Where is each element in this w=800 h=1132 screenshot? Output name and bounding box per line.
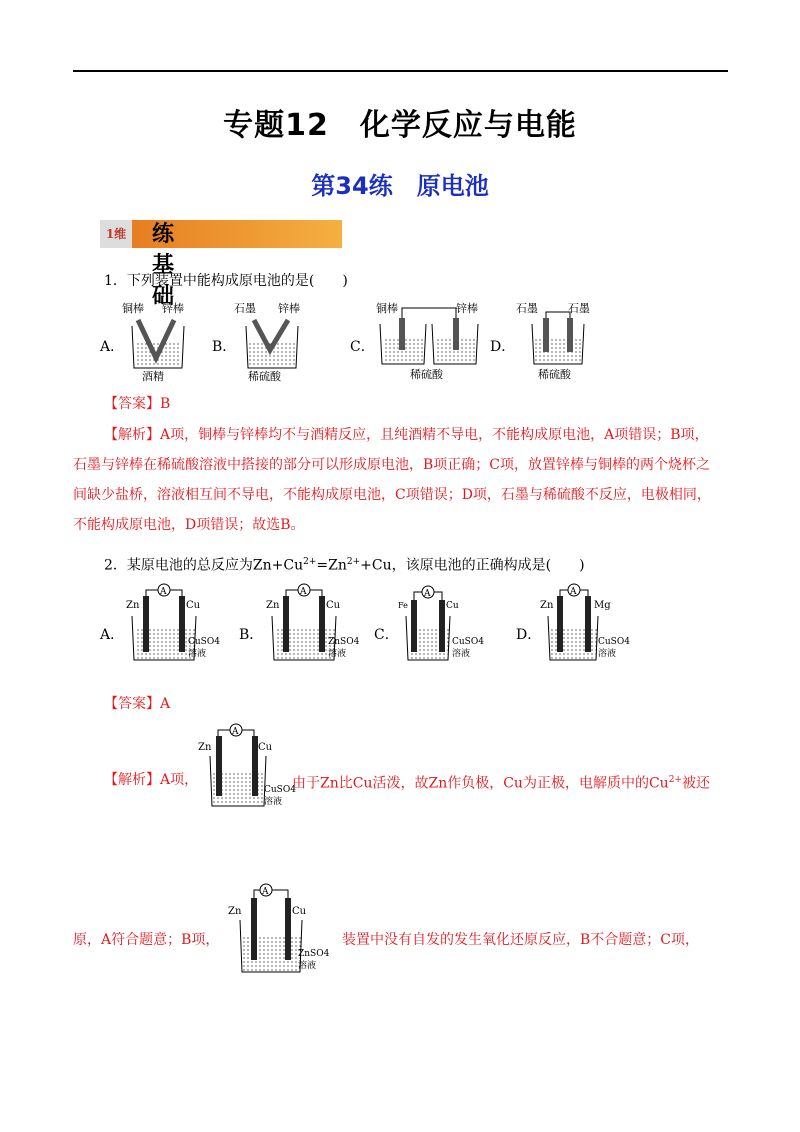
q2-c-meter: A (424, 589, 431, 599)
q2-analysis-a-sol1: CuSO4 (264, 785, 296, 795)
q1-option-b-letter: B． (212, 339, 237, 355)
q2-stem-sup2: 2+ (346, 557, 361, 567)
q2-c-left: Fe (398, 601, 408, 610)
banner-tag: 1维 (100, 220, 132, 248)
q2-analysis-b-diagram (226, 880, 336, 980)
q2-stem (104, 552, 585, 576)
q2-analysis-a-sup: 2+ (668, 775, 682, 785)
banner-label: 练基础 (152, 222, 175, 309)
top-rule (73, 70, 728, 72)
q2-option-d-letter: D． (516, 627, 542, 643)
q1-analysis-line: 【解析】A项，铜棒与锌棒均不与酒精反应，且纯酒精不导电，不能构成原电池，A项错误；B项， (104, 427, 709, 443)
q1-c-solution: 稀硫酸 (410, 368, 443, 381)
q2-d-right: Mg (594, 600, 611, 611)
q2-analysis-a-left: Zn (198, 742, 212, 753)
q2-stem-b: =Zn (316, 557, 347, 574)
q2-a-meter: A (160, 587, 167, 597)
q2-c-sol1: CuSO4 (452, 637, 484, 647)
q2-analysis-a-sol2: 溶液 (264, 797, 283, 807)
q2-analysis-a-right: Cu (258, 742, 273, 753)
q2-stem-sup1: 2+ (303, 557, 317, 567)
q1-option-c-letter: C． (350, 339, 375, 355)
q2-analysis-b-prefix: 原，A符合题意；B项， (73, 932, 220, 948)
q2-d-sol1: CuSO4 (598, 637, 630, 647)
q2-analysis-a-end: 被还 (681, 775, 710, 792)
page-title: 专题12 化学反应与电能 (223, 108, 577, 143)
q1-option-b-diagram (232, 298, 312, 383)
q2-option-a-diagram (124, 580, 224, 670)
q1-answer: 【答案】B (104, 396, 171, 412)
q1-a-solution: 酒精 (142, 370, 164, 383)
q2-a-right: Cu (186, 600, 201, 611)
q2-stem-a: 2．某原电池的总反应为Zn+Cu (104, 557, 304, 574)
q1-option-d-diagram (514, 298, 604, 383)
q2-analysis-b-right: Cu (292, 906, 307, 917)
q2-option-a-letter: A． (100, 627, 125, 643)
q1-option-c-diagram (372, 298, 492, 383)
q1-a-right-label: 锌棒 (162, 302, 184, 315)
q1-option-d-letter: D． (490, 339, 516, 355)
q2-b-sol2: 溶液 (328, 649, 347, 659)
q2-c-sol2: 溶液 (452, 649, 471, 659)
q2-option-c-letter: C． (374, 627, 399, 643)
q1-c-right-label: 锌棒 (456, 302, 478, 315)
q1-d-left-label: 石墨 (516, 302, 538, 315)
q2-option-b-diagram (264, 580, 364, 670)
q1-b-right-label: 锌棒 (278, 302, 300, 315)
q2-b-sol1: ZnSO4 (328, 637, 360, 647)
q2-d-sol2: 溶液 (598, 649, 617, 659)
q1-analysis-line: 不能构成原电池，D项错误；故选B。 (73, 517, 305, 533)
q1-a-left-label: 铜棒 (122, 302, 144, 315)
q1-c-left-label: 铜棒 (376, 302, 398, 315)
q2-option-d-diagram (538, 580, 638, 670)
q2-analysis-a-diagram (196, 720, 296, 815)
q2-option-c-diagram (398, 580, 498, 670)
q2-analysis-b-text: 装置中没有自发的发生氧化还原反应，B不合题意；C项， (342, 932, 699, 948)
q2-b-meter: A (300, 587, 307, 597)
q2-analysis-a-text (292, 770, 710, 794)
q2-stem-c: +Cu，该原电池的正确构成是( ) (360, 557, 585, 574)
q2-d-left: Zn (540, 600, 554, 611)
q1-option-a-diagram (120, 298, 190, 383)
q2-option-b-letter: B． (239, 627, 264, 643)
q2-c-right: Cu (446, 601, 459, 611)
q2-a-left: Zn (126, 600, 140, 611)
q2-a-sol2: 溶液 (188, 649, 207, 659)
q1-b-solution: 稀硫酸 (248, 370, 281, 383)
page-subtitle: 第34练 原电池 (311, 172, 489, 200)
q2-b-left: Zn (266, 600, 280, 611)
q2-analysis-a-main: 由于Zn比Cu活泼，故Zn作负极，Cu为正极，电解质中的Cu (292, 775, 669, 792)
q2-analysis-b-meter: A (262, 887, 269, 897)
q2-analysis-a-prefix: 【解析】A项， (104, 772, 199, 788)
q2-b-right: Cu (326, 600, 341, 611)
q1-analysis-line: 间缺少盐桥，溶液相互间不导电，不能构成原电池，C项错误；D项，石墨与稀硫酸不反应，电极相同， (73, 487, 711, 503)
q2-analysis-a-meter: A (232, 727, 239, 737)
q1-analysis (73, 420, 733, 540)
q2-answer: 【答案】A (104, 696, 171, 712)
q1-option-a-letter: A． (100, 339, 125, 355)
q1-analysis-line: 石墨与锌棒在稀硫酸溶液中搭接的部分可以形成原电池，B项正确；C项，放置锌棒与铜棒的两个烧杯之 (73, 457, 710, 473)
q2-analysis-b-left: Zn (228, 906, 242, 917)
q1-d-solution: 稀硫酸 (538, 368, 571, 381)
q2-analysis-b-sol1: ZnSO4 (298, 949, 330, 959)
q2-a-sol1: CuSO4 (188, 637, 220, 647)
q2-analysis-b-sol2: 溶液 (298, 961, 317, 971)
q2-d-meter: A (570, 587, 577, 597)
q1-d-right-label: 石墨 (568, 302, 590, 315)
q1-stem: 1．下列装置中能构成原电池的是( ) (104, 273, 348, 289)
q1-b-left-label: 石墨 (234, 302, 256, 315)
